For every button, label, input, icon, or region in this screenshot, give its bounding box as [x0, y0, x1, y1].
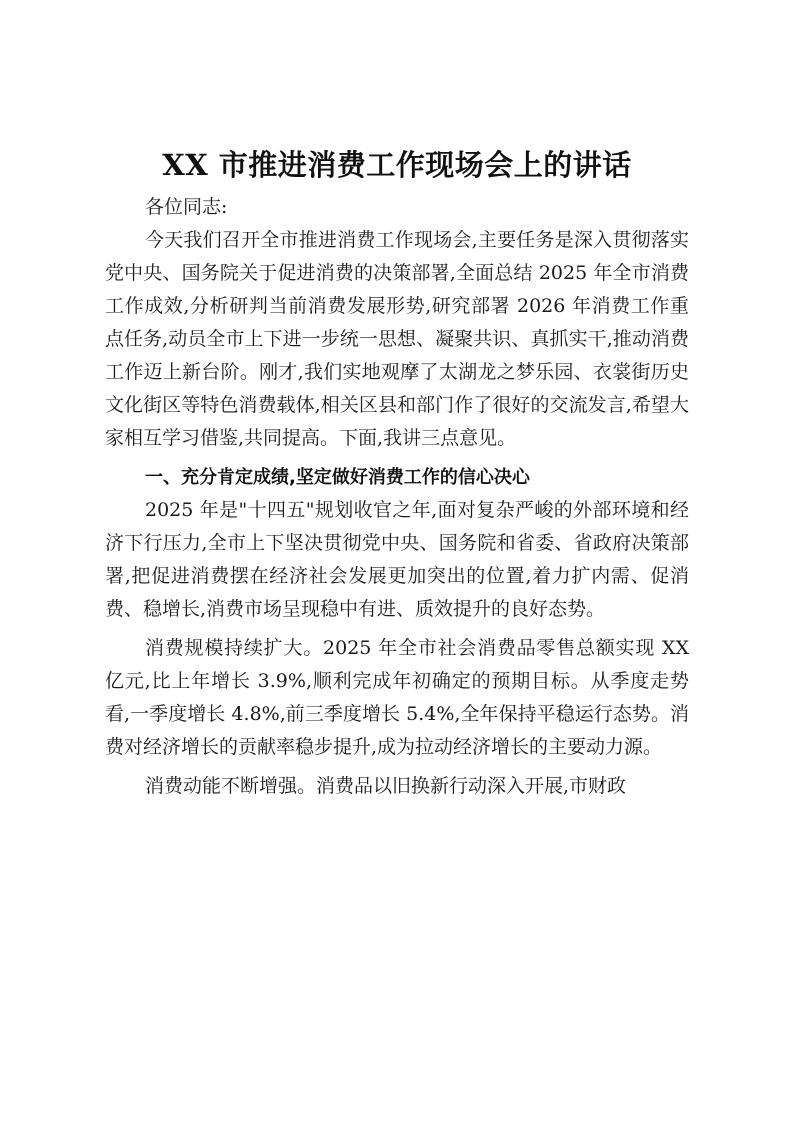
salutation: 各位同志: [145, 196, 228, 218]
section-paragraph: 消费规模持续扩大。2025 年全市社会消费品零售总额实现 XX 亿元,比上年增长 3.9%,顺利完成年初确定的预期目标。从季度走势看,一季度增长 4.8%,前三季度增长 5.4%,全年保持平稳运行态势。消费对经济增长的贡献率稳步提升,成为拉动经济增长的主要动力源。 [105, 637, 689, 758]
document-title: XX 市推进消费工作现场会上的讲话 [162, 148, 632, 182]
opening-paragraph: 今天我们召开全市推进消费工作现场会,主要任务是深入贯彻落实党中央、国务院关于促进消费的决策部署,全面总结 2025 年全市消费工作成效,分析研判当前消费发展形势,研究部署 2026 年消费工作重点任务,动员全市上下进一步统一思想、凝聚共识、真抓实干,推动消费工作迈上新台阶。刚才,我们实地观摩了太湖龙之梦乐园、衣裳街历史文化街区等特色消费载体,相关区县和部门作了很好的交流发言,希望大家相互学习借鉴,共同提高。下面,我讲三点意见。 [105, 229, 689, 449]
section-heading: 一、充分肯定成绩,坚定做好消费工作的信心决心 [145, 467, 530, 488]
document-body [105, 145, 689, 803]
section-paragraph: 消费动能不断增强。消费品以旧换新行动深入开展,市财政 [145, 775, 627, 797]
section-paragraph: 2025 年是"十四五"规划收官之年,面对复杂严峻的外部环境和经济下行压力,全市上下坚决贯彻党中央、国务院和省委、省政府决策部署,把促进消费摆在经济社会发展更加突出的位置,着力扩内需、促消费、稳增长,消费市场呈现稳中有进、质效提升的良好态势。 [105, 499, 689, 620]
